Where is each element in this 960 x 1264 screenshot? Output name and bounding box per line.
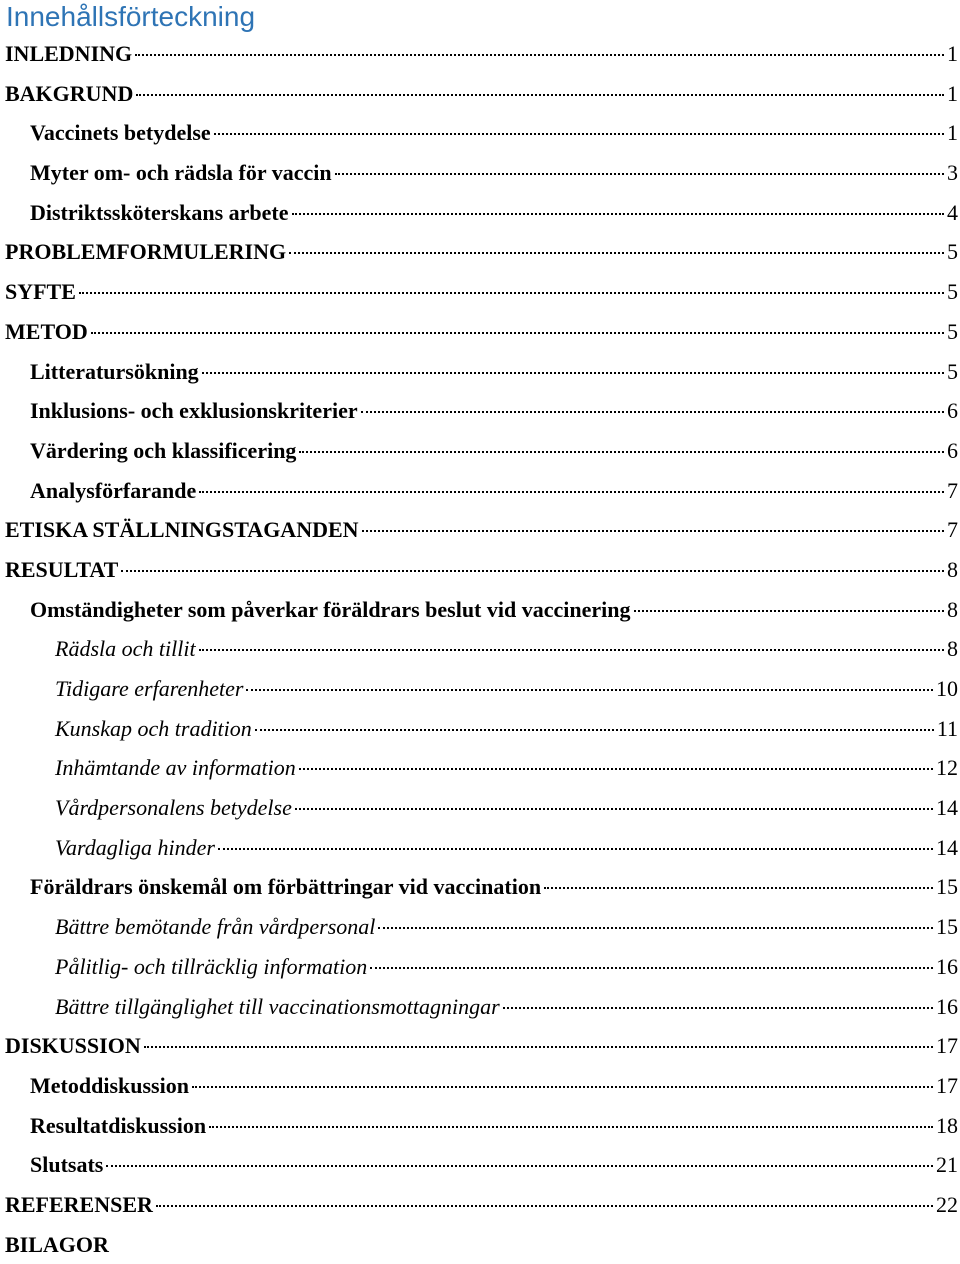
toc-entry[interactable]	[0, 232, 960, 272]
toc-entry[interactable]	[0, 153, 960, 193]
dot-leader	[299, 768, 933, 770]
dot-leader	[136, 94, 944, 96]
toc-entry-page-number: 22	[936, 1191, 958, 1217]
toc-entry-page-number: 1	[947, 120, 958, 146]
toc-entry-label: DISKUSSION	[5, 1033, 141, 1059]
toc-entry-page-number: 16	[936, 993, 958, 1019]
dot-leader	[106, 1165, 933, 1167]
toc-entry-page-number: 6	[947, 398, 958, 424]
toc-entry[interactable]	[0, 788, 960, 828]
dot-leader	[295, 808, 933, 810]
toc-entry[interactable]	[0, 1106, 960, 1146]
dot-leader	[544, 887, 933, 889]
toc-entry-label: RESULTAT	[5, 556, 119, 582]
toc-entry-page-number: 7	[947, 517, 958, 543]
toc-entry-label: Bättre tillgänglighet till vaccinationsmottagningar	[55, 993, 500, 1019]
toc-entry-label: Litteratursökning	[30, 358, 199, 384]
toc-entry-label: Distriktssköterskans arbete	[30, 199, 289, 225]
toc-entry-page-number: 18	[936, 1112, 958, 1138]
toc-entry-label: BAKGRUND	[5, 80, 134, 106]
dot-leader	[335, 173, 944, 175]
toc-entry[interactable]	[0, 1225, 960, 1264]
dot-leader	[378, 927, 933, 929]
toc-entry-label: METOD	[5, 318, 88, 344]
toc-entry[interactable]	[0, 1026, 960, 1066]
toc-entry[interactable]	[0, 272, 960, 312]
dot-leader	[214, 133, 944, 135]
dot-leader	[135, 54, 944, 56]
toc-entry[interactable]	[0, 709, 960, 749]
toc-entry-page-number: 16	[936, 953, 958, 979]
toc-entry-label: Omständigheter som påverkar föräldrars beslut vid vaccinering	[30, 596, 631, 622]
toc-entry[interactable]	[0, 391, 960, 431]
toc-entry[interactable]	[0, 74, 960, 114]
toc-entry-label: Rädsla och tillit	[55, 636, 196, 662]
toc-entry-label: Vardagliga hinder	[55, 834, 215, 860]
toc-entry-label: Slutsats	[30, 1152, 104, 1178]
toc-entry-page-number: 1	[947, 41, 958, 66]
toc-entry-page-number: 12	[936, 755, 958, 781]
toc-entry-page-number: 5	[947, 239, 958, 265]
toc-entry-label: Metoddiskussion	[30, 1072, 189, 1098]
toc-list	[0, 34, 960, 1264]
toc-entry-label: INLEDNING	[5, 41, 133, 66]
dot-leader	[121, 570, 944, 572]
dot-leader	[503, 1007, 933, 1009]
toc-entry-page-number: 4	[947, 199, 958, 225]
toc-entry[interactable]	[0, 669, 960, 709]
toc-title: Innehållsförteckning	[6, 1, 256, 32]
toc-entry-page-number: 8	[947, 556, 958, 582]
toc-entry-page-number: 21	[936, 1152, 958, 1178]
toc-entry-page-number: 3	[947, 160, 958, 186]
dot-leader	[91, 332, 944, 334]
toc-entry-label: REFERENSER	[5, 1191, 153, 1217]
toc-entry-page-number: 14	[936, 795, 958, 821]
toc-entry[interactable]	[0, 510, 960, 550]
toc-entry-page-number: 6	[947, 437, 958, 463]
toc-entry-page-number: 10	[936, 676, 958, 701]
toc-entry-page-number: 5	[947, 358, 958, 384]
dot-leader	[192, 1086, 933, 1088]
toc-entry[interactable]	[0, 431, 960, 471]
toc-entry-label: Resultatdiskussion	[30, 1112, 207, 1138]
dot-leader	[79, 292, 944, 294]
dot-leader	[370, 967, 933, 969]
toc-entry[interactable]	[0, 828, 960, 868]
dot-leader	[255, 729, 934, 731]
toc-entry[interactable]	[0, 1185, 960, 1225]
toc-entry[interactable]	[0, 987, 960, 1027]
toc-entry-page-number: 8	[947, 596, 958, 622]
toc-entry[interactable]	[0, 1066, 960, 1106]
toc-entry[interactable]	[0, 629, 960, 669]
toc-entry-page-number: 14	[936, 834, 958, 860]
toc-entry-page-number: 8	[947, 636, 958, 662]
toc-entry[interactable]	[0, 34, 960, 74]
dot-leader	[299, 451, 944, 453]
toc-entry[interactable]	[0, 947, 960, 987]
dot-leader	[361, 411, 944, 413]
toc-entry-label: Inklusions- och exklusionskriterier	[30, 398, 358, 424]
toc-entry[interactable]	[0, 550, 960, 590]
toc-entry-page-number: 1	[947, 80, 958, 106]
toc-entry-label: Myter om- och rädsla för vaccin	[30, 160, 332, 186]
dot-leader	[246, 689, 933, 691]
toc-entry-label: Värdering och klassificering	[30, 437, 297, 463]
toc-entry[interactable]	[0, 352, 960, 392]
dot-leader	[289, 252, 944, 254]
toc-entry-page-number: 15	[936, 914, 958, 940]
toc-entry[interactable]	[0, 748, 960, 788]
toc-entry-label: BILAGOR	[5, 1231, 109, 1257]
toc-entry-page-number: 5	[947, 318, 958, 344]
dot-leader	[199, 491, 944, 493]
toc-entry-page-number: 15	[936, 874, 958, 900]
toc-entry-page-number: 11	[936, 715, 958, 741]
toc-entry[interactable]	[0, 193, 960, 233]
toc-entry-label: Kunskap och tradition	[55, 715, 252, 741]
toc-entry-page-number: 7	[947, 477, 958, 503]
dot-leader	[202, 372, 944, 374]
toc-entry[interactable]	[0, 907, 960, 947]
toc-entry-page-number: 17	[936, 1072, 958, 1098]
toc-entry-label: Föräldrars önskemål om förbättringar vid vaccination	[30, 874, 542, 900]
toc-entry-label: SYFTE	[5, 279, 76, 305]
toc-entry-label: ETISKA STÄLLNINGSTAGANDEN	[5, 517, 359, 543]
toc-entry-label: Tidigare erfarenheter	[55, 676, 244, 701]
toc-entry-label: Analysförfarande	[30, 477, 197, 503]
toc-entry[interactable]	[0, 1145, 960, 1185]
dot-leader	[156, 1205, 933, 1207]
dot-leader	[199, 649, 944, 651]
toc-entry[interactable]	[0, 471, 960, 511]
toc-entry-label: Pålitlig- och tillräcklig information	[55, 953, 368, 979]
toc-entry[interactable]	[0, 867, 960, 907]
toc-entry-label: Inhämtande av information	[55, 755, 296, 781]
toc-entry-label: Vaccinets betydelse	[30, 120, 211, 146]
dot-leader	[292, 213, 945, 215]
dot-leader	[209, 1126, 933, 1128]
toc-entry-label: Bättre bemötande från vårdpersonal	[55, 914, 376, 940]
toc-entry-label: PROBLEMFORMULERING	[5, 239, 287, 265]
dot-leader	[218, 848, 933, 850]
toc-entry-label: Vårdpersonalens betydelse	[55, 795, 292, 821]
dot-leader	[362, 530, 944, 532]
toc-entry[interactable]	[0, 312, 960, 352]
toc-entry[interactable]	[0, 590, 960, 630]
dot-leader	[144, 1046, 933, 1048]
toc-entry-page-number: 17	[936, 1033, 958, 1059]
toc-entry-page-number: 5	[947, 279, 958, 305]
toc-entry[interactable]	[0, 113, 960, 153]
dot-leader	[634, 610, 945, 612]
